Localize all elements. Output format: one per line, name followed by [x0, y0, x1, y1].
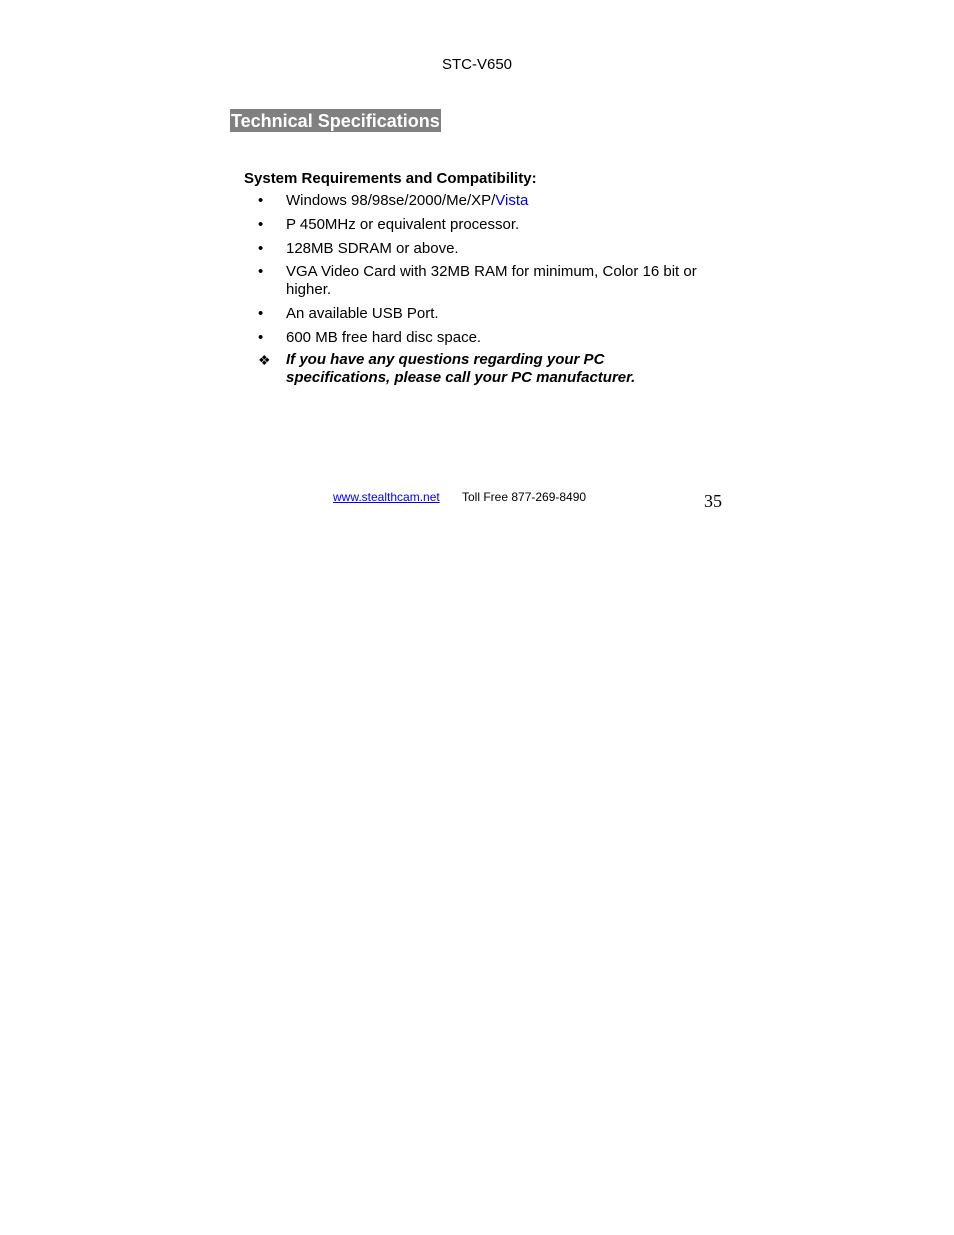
bullet-icon: •	[258, 240, 264, 257]
bullet-icon: •	[258, 329, 264, 346]
requirements-list	[256, 192, 726, 387]
page-number: 35	[704, 491, 722, 511]
section-title: Technical Specifications	[231, 111, 440, 131]
list-item	[256, 263, 726, 299]
note-item	[256, 351, 686, 387]
list-item-text: 600 MB free hard disc space.	[286, 329, 482, 346]
list-item	[256, 329, 726, 347]
list-item-text: P 450MHz or equivalent processor.	[286, 216, 520, 233]
website-link[interactable]: www.stealthcam.net	[333, 490, 440, 504]
bullet-icon: •	[258, 263, 264, 280]
bullet-icon: •	[258, 216, 264, 233]
list-item-text: An available USB Port.	[286, 305, 439, 322]
document-model-header: STC-V650	[441, 56, 513, 73]
list-item	[256, 192, 726, 210]
list-item	[256, 240, 726, 258]
list-item-highlight: Vista	[495, 192, 529, 209]
diamond-bullet-icon: ❖	[258, 352, 271, 368]
list-item-text: Windows 98/98se/2000/Me/XP/	[286, 192, 496, 209]
bullet-icon: •	[258, 305, 264, 322]
list-item-text: VGA Video Card with 32MB RAM for minimum, Color 16 bit or higher.	[286, 263, 697, 298]
list-item-text: 128MB SDRAM or above.	[286, 240, 459, 257]
toll-free-phone: Toll Free 877-269-8490	[462, 490, 587, 504]
bullet-icon: •	[258, 192, 264, 209]
list-item	[256, 216, 726, 234]
note-text: If you have any questions regarding your PC specifications, please call your PC manufacturer.	[286, 351, 636, 386]
requirements-heading: System Requirements and Compatibility:	[244, 170, 537, 187]
list-item	[256, 305, 726, 323]
